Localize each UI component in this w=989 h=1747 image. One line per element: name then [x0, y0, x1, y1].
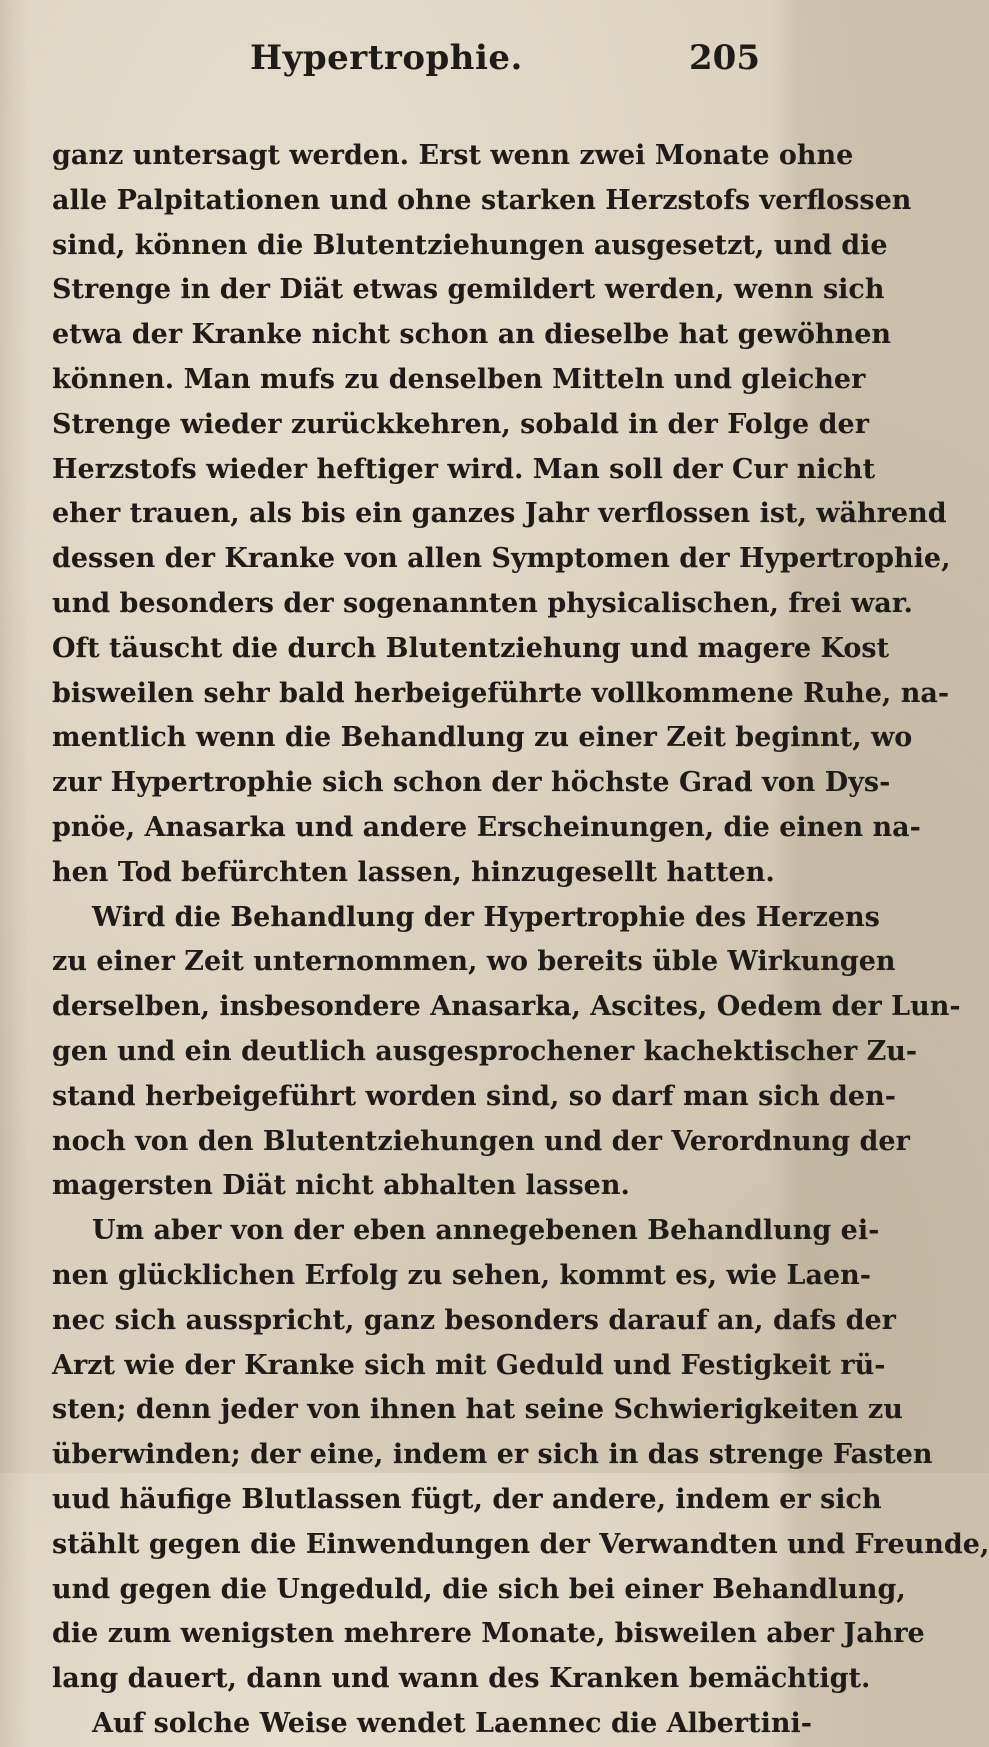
text-line: pnöe, Anasarka und andere Erscheinungen, die einen na- [52, 811, 921, 843]
page-number: 205 [689, 38, 760, 78]
text-line: zu einer Zeit unternommen, wo bereits üble Wirkungen [52, 946, 896, 978]
text-line: überwinden; der eine, indem er sich in das strenge Fasten [52, 1439, 933, 1471]
text-line: bisweilen sehr bald herbeigeführte vollkommene Ruhe, na- [52, 677, 950, 709]
text-line: etwa der Kranke nicht schon an dieselbe hat gewöhnen [52, 319, 892, 351]
text-line: und gegen die Ungeduld, die sich bei einer Behandlung, [52, 1573, 906, 1605]
text-line: Strenge wieder zurückkehren, sobald in der Folge der [52, 408, 869, 440]
text-line: dessen der Kranke von allen Symptomen der Hypertrophie, [52, 543, 951, 575]
text-line: alle Palpitationen und ohne starken Herzstofs verflossen [52, 184, 912, 216]
text-line: gen und ein deutlich ausgesprochener kachektischer Zu- [52, 1035, 918, 1067]
paragraph-start-line: Wird die Behandlung der Hypertrophie des Herzens [92, 901, 880, 933]
text-line: eher trauen, als bis ein ganzes Jahr verflossen ist, während [52, 498, 947, 530]
text-line: magersten Diät nicht abhalten lassen. [52, 1170, 630, 1202]
text-line: Herzstofs wieder heftiger wird. Man soll der Cur nicht [52, 453, 876, 485]
text-line: stand herbeigeführt worden sind, so darf man sich den- [52, 1080, 896, 1112]
text-line: ganz untersagt werden. Erst wenn zwei Monate ohne [52, 140, 854, 171]
text-line: hen Tod befürchten lassen, hinzugesellt hatten. [52, 856, 775, 888]
body-text [52, 134, 989, 1747]
text-line: Strenge in der Diät etwas gemildert werden, wenn sich [52, 274, 885, 306]
page-header [60, 38, 760, 88]
text-line: zur Hypertrophie sich schon der höchste Grad von Dys- [52, 767, 891, 799]
text-line: und besonders der sogenannten physicalischen, frei war. [52, 587, 913, 619]
text-line: Oft täuscht die durch Blutentziehung und magere Kost [52, 632, 890, 664]
text-line: sind, können die Blutentziehungen ausgesetzt, und die [52, 229, 888, 261]
text-line: lang dauert, dann und wann des Kranken bemächtigt. [52, 1663, 871, 1695]
text-line: uud häufige Blutlassen fügt, der andere, indem er sich [52, 1483, 882, 1515]
text-line: Arzt wie der Kranke sich mit Geduld und Festigkeit rü- [52, 1349, 886, 1381]
text-line: die zum wenigsten mehrere Monate, bisweilen aber Jahre [52, 1618, 925, 1650]
text-line: nen glücklichen Erfolg zu sehen, kommt es, wie Laen- [52, 1259, 871, 1291]
text-line: noch von den Blutentziehungen und der Verordnung der [52, 1125, 910, 1157]
text-line: stählt gegen die Einwendungen der Verwandten und Freunde, [52, 1528, 989, 1560]
text-line: mentlich wenn die Behandlung zu einer Zeit beginnt, wo [52, 722, 913, 754]
text-line: derselben, insbesondere Anasarka, Ascites, Oedem der Lun- [52, 991, 961, 1023]
text-line: nec sich ausspricht, ganz besonders darauf an, dafs der [52, 1304, 896, 1336]
text-line: sten; denn jeder von ihnen hat seine Schwierigkeiten zu [52, 1394, 903, 1426]
paragraph-start-line: Um aber von der eben annegebenen Behandlung ei- [92, 1215, 880, 1247]
running-title: Hypertrophie. [250, 38, 523, 78]
text-line: können. Man mufs zu denselben Mitteln und gleicher [52, 363, 866, 395]
paragraph-start-line: Auf solche Weise wendet Laennec die Albertini- [92, 1707, 812, 1739]
